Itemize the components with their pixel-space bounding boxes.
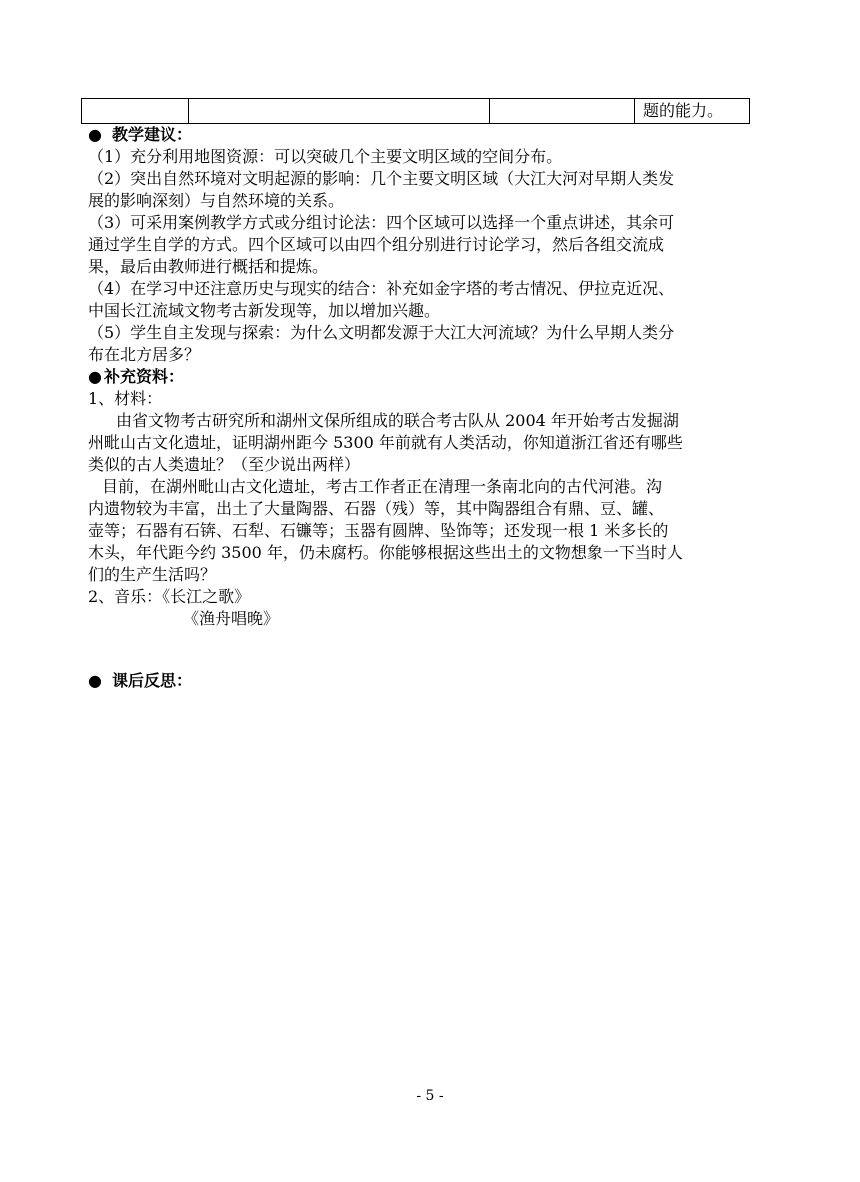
paragraph-line: 目前，在湖州毗山古文化遗址，考古工作者正在清理一条南北向的古代河港。沟: [102, 477, 663, 496]
paragraph-line: 们的生产生活吗？: [88, 565, 217, 584]
bullet-icon: ●: [88, 671, 102, 690]
music-item: 《渔舟唱晚》: [183, 609, 280, 628]
paragraph-line: （2）突出自然环境对文明起源的影响：几个主要文明区域（大江大河对早期人类发: [88, 169, 675, 188]
bullet-icon: ●: [88, 367, 102, 386]
paragraph-line: 展的影响深刻）与自然环境的关系。: [88, 191, 345, 210]
paragraph-line: 州毗山古文化遗址，证明湖州距今 5300 年前就有人类活动，你知道浙江省还有哪些: [88, 433, 683, 452]
blank-space: [88, 630, 778, 670]
paragraph-line: 内遗物较为丰富，出土了大量陶器、石器（残）等，其中陶器组合有鼎、豆、罐、: [88, 499, 665, 518]
paragraph-line: 壶等；石器有石锛、石犁、石镰等；玉器有圆牌、坠饰等；还发现一根 1 米多长的: [88, 521, 669, 540]
paragraph-line: 通过学生自学的方式。四个区域可以由四个组分别进行讨论学习，然后各组交流成: [88, 235, 665, 254]
paragraph-line: （3）可采用案例教学方式或分组讨论法：四个区域可以选择一个重点讲述，其余可: [88, 213, 675, 232]
paragraph-line: 布在北方居多？: [88, 345, 201, 364]
section-title: 教学建议：: [112, 125, 193, 144]
paragraph-line: （4）在学习中还注意历史与现实的结合：补充如金字塔的考古情况、伊拉克近况、: [88, 279, 675, 298]
paragraph-line: （5）学生自主发现与探索：为什么文明都发源于大江大河流域？为什么早期人类分: [88, 323, 675, 342]
page-number: - 5 -: [416, 1088, 444, 1104]
material-label: 1、材料：: [88, 389, 163, 408]
document-body: [88, 124, 778, 692]
paragraph-line: 由省文物考古研究所和湖州文保所组成的联合考古队从 2004 年开始考古发掘湖: [116, 411, 679, 430]
paragraph-line: 类似的古人类遗址？（至少说出两样）: [88, 455, 361, 474]
bullet-icon: ●: [88, 125, 102, 144]
table-cell: [189, 99, 490, 124]
paragraph-line: 中国长江流域文物考古新发现等，加以增加兴趣。: [88, 301, 441, 320]
table-row: [82, 99, 750, 124]
table-cell: [82, 99, 189, 124]
supplementary-heading: [88, 366, 778, 388]
reflection-heading: [88, 670, 778, 692]
paragraph-line: 果，最后由教师进行概括和提炼。: [88, 257, 329, 276]
table-cell: [490, 99, 635, 124]
paragraph-line: （1）充分利用地图资源：可以突破几个主要文明区域的空间分布。: [88, 147, 563, 166]
teaching-suggestions-heading: [88, 124, 778, 146]
lesson-table-fragment: [81, 98, 750, 124]
section-title: 课后反思：: [112, 671, 193, 690]
music-label: 2、音乐：《长江之歌》: [88, 587, 251, 606]
table-cell: 题的能力。: [635, 99, 750, 124]
paragraph-line: 木头，年代距今约 3500 年，仍未腐朽。你能够根据这些出土的文物想象一下当时人: [88, 543, 683, 562]
section-title: 补充资料：: [104, 367, 185, 386]
